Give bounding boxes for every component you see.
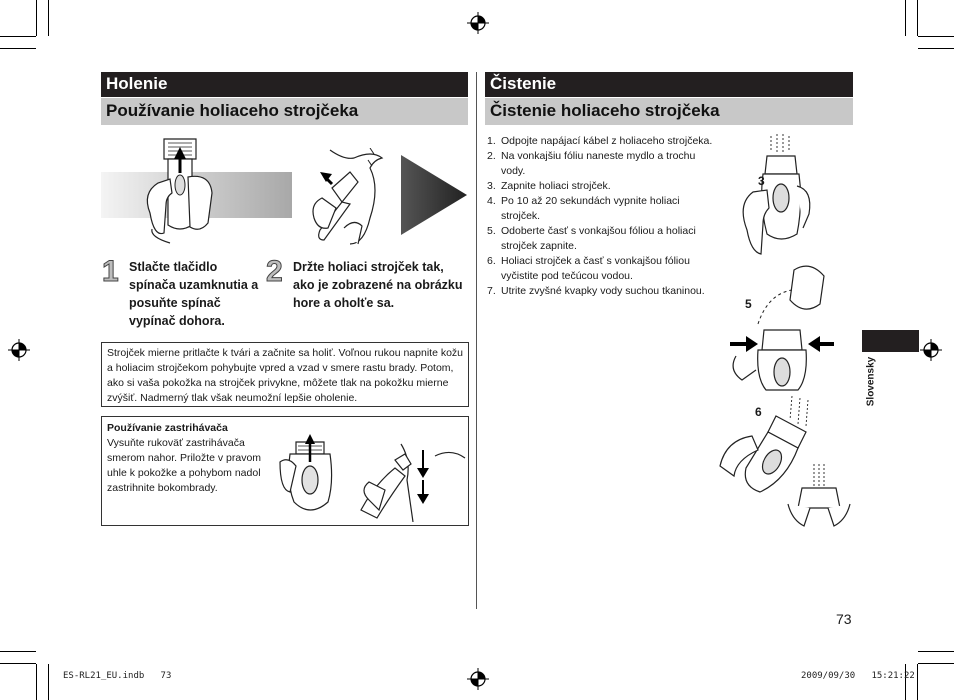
cleaning-step-text: Na vonkajšiu fóliu naneste mydlo a trochu vody.: [501, 150, 696, 177]
shaving-face-illustration: [310, 148, 390, 246]
cleaning-step: [487, 194, 719, 224]
step-text: Stlačte tlačidlo spínača uzamknutia a posuňte spínač vypínač dohora.: [129, 260, 259, 328]
crop-mark: [905, 664, 906, 700]
subsection-title-cleaning-shaver: Čistenie holiaceho strojčeka: [485, 98, 853, 125]
crop-mark: [0, 48, 36, 49]
cleaning-step-text: Utrite zvyšné kvapky vody suchou tkaninou.: [501, 285, 705, 297]
registration-mark-icon: [920, 339, 942, 361]
figure-label: 5: [745, 297, 752, 311]
remove-foil-illustration: [728, 260, 838, 392]
cleaning-step: [487, 179, 719, 194]
crop-mark: [917, 664, 918, 700]
cleaning-step-number: 2.: [487, 150, 496, 162]
crop-mark: [905, 0, 906, 36]
trimmer-illustration: [278, 432, 348, 522]
cleaning-step-number: 7.: [487, 285, 496, 297]
registration-mark-icon: [467, 12, 489, 34]
registration-mark-icon: [8, 339, 30, 361]
shaving-note-box: [101, 342, 469, 407]
page-number: 73: [836, 611, 852, 627]
cleaning-step-number: 5.: [487, 225, 496, 237]
shaver-soap-illustration: [737, 134, 817, 258]
step-number: 1: [102, 255, 119, 288]
cleaning-step: [487, 224, 719, 254]
step-number: 2: [266, 255, 283, 288]
crop-mark: [918, 651, 954, 652]
cleaning-step-number: 6.: [487, 255, 496, 267]
registration-mark-icon: [467, 668, 489, 690]
crop-mark: [48, 664, 49, 700]
crop-mark: [36, 0, 37, 36]
shaver-switch-illustration: [140, 133, 220, 245]
cleaning-step-text: Odoberte časť s vonkajšou fóliou a holiaci strojček zapnite.: [501, 225, 696, 252]
cleaning-steps-list: [487, 134, 719, 299]
crop-mark: [48, 0, 49, 36]
cleaning-step: [487, 149, 719, 179]
crop-mark: [918, 48, 954, 49]
cleaning-step-number: 3.: [487, 180, 496, 192]
language-tab-label: Slovensky: [865, 356, 877, 407]
crop-mark: [918, 663, 954, 664]
cleaning-step-text: Zapnite holiaci strojček.: [501, 180, 611, 192]
column-divider: [476, 72, 477, 609]
section-title-cleaning: Čistenie: [485, 72, 853, 97]
crop-mark: [0, 651, 36, 652]
shaving-note-text: Strojček mierne pritlačte k tvári a začnite sa holiť. Voľnou rukou napnite kožu a holiacim strojčekom pohybujte vpred a vzad v smere rastu brady. Potom, ako si vaša pokožka na strojček privykne, môžete tlak na pokožku mierne zvýšiť. Nadmerný tlak však neumožní lepšie oholenie.: [107, 347, 464, 404]
crop-mark: [36, 664, 37, 700]
cleaning-step: [487, 134, 719, 149]
language-tab: [862, 330, 919, 352]
cleaning-step-text: Po 10 až 20 sekundách vypnite holiaci strojček.: [501, 195, 680, 222]
trimmer-text: Vysuňte rukoväť zastrihávača smerom nahor. Priložte v pravom uhle k pokožke a pohybom nadol zastrihnite bokombrady.: [107, 437, 262, 494]
rinse-foil-illustration: [786, 464, 852, 530]
section-title-shaving: Holenie: [101, 72, 468, 97]
step-text: Držte holiaci strojček tak, ako je zobrazené na obrázku hore a oholťe sa.: [293, 260, 463, 310]
crop-mark: [917, 0, 918, 36]
cleaning-step: [487, 254, 719, 284]
trimmer-title: Používanie zastrihávača: [107, 422, 228, 434]
footer-date-info: 2009/09/30 15:21:22: [801, 671, 915, 681]
cleaning-step-number: 4.: [487, 195, 496, 207]
figure-label: 6: [755, 405, 762, 419]
crop-mark: [0, 663, 36, 664]
trimmer-use-illustration: [355, 440, 467, 522]
subsection-title-using-shaver: Používanie holiaceho strojčeka: [101, 98, 468, 125]
arrow-right-icon: [401, 155, 469, 235]
cleaning-step-text: Odpojte napájací kábel z holiaceho strojčeka.: [501, 135, 713, 147]
footer-file-info: ES-RL21_EU.indb 73: [63, 671, 172, 681]
figure-label: 3: [758, 174, 765, 188]
crop-mark: [0, 36, 36, 37]
crop-mark: [918, 36, 954, 37]
cleaning-step-number: 1.: [487, 135, 496, 147]
cleaning-step-text: Holiaci strojček a časť s vonkajšou fóliou vyčistite pod tečúcou vodou.: [501, 255, 690, 282]
cleaning-step: [487, 284, 719, 299]
